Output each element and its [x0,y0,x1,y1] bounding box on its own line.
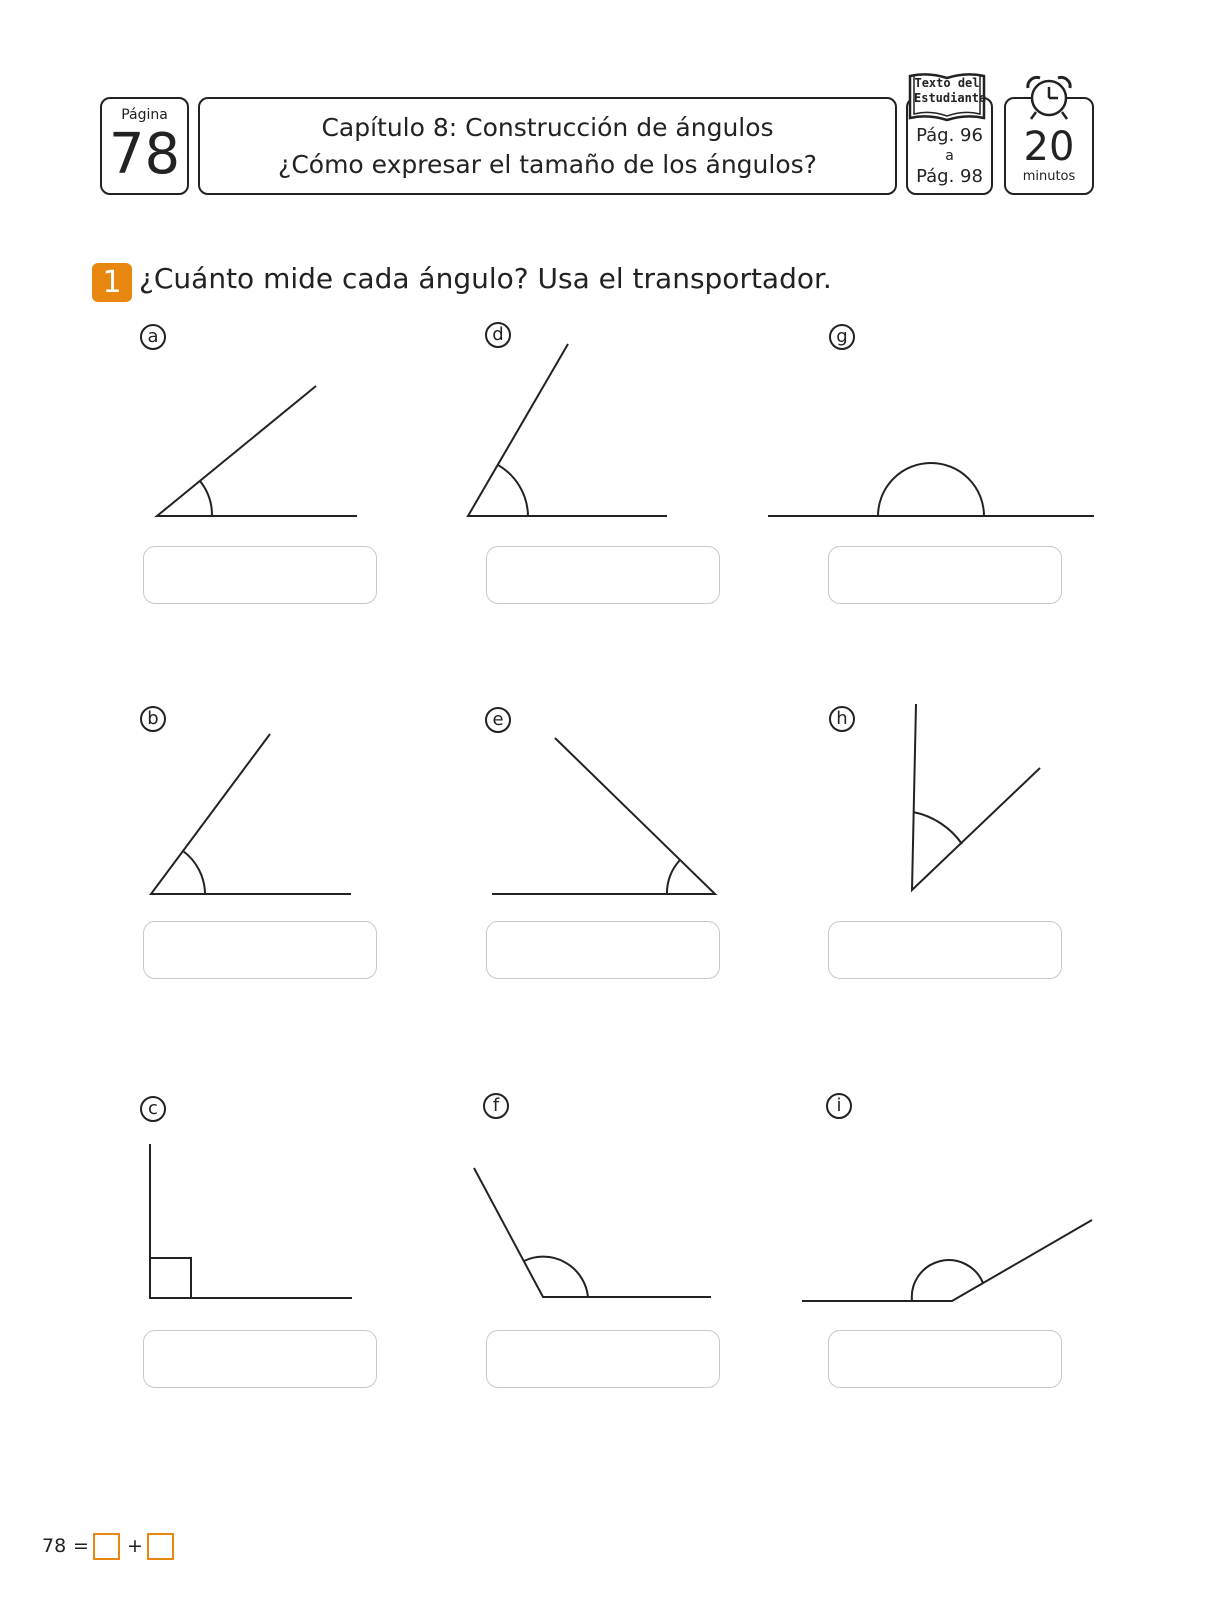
item-label-g: g [829,324,855,350]
answer-box-i[interactable] [828,1330,1062,1388]
angle-g-figure [768,463,1094,516]
answer-box-b[interactable] [143,921,377,979]
footer-blank-box-1 [93,1533,120,1560]
answer-box-f[interactable] [486,1330,720,1388]
item-label-e: e [485,707,511,733]
footer-equals: = [73,1535,89,1557]
item-label-f: f [483,1093,509,1119]
reference-page-from: Pág. 96 [916,125,983,146]
item-label-c: c [140,1096,166,1122]
item-label-i: i [826,1093,852,1119]
angle-e-figure [492,738,715,894]
footer-blank-box-2 [147,1533,174,1560]
question-text: ¿Cuánto mide cada ángulo? Usa el transportador. [139,262,832,295]
reference-page-to: Pág. 98 [916,166,983,187]
item-label-a: a [140,324,166,350]
answer-box-c[interactable] [143,1330,377,1388]
item-label-b: b [140,706,166,732]
footer-plus: + [127,1535,143,1557]
time-value: 20 [1023,124,1075,170]
answer-box-e[interactable] [486,921,720,979]
angle-a-figure [157,386,357,516]
answer-box-a[interactable] [143,546,377,604]
item-label-h: h [829,706,855,732]
answer-box-h[interactable] [828,921,1062,979]
answer-box-d[interactable] [486,546,720,604]
page-number: 78 [108,122,181,187]
answer-box-g[interactable] [828,546,1062,604]
footer-page-number: 78 [42,1535,67,1557]
page-label: Página [121,107,168,123]
angle-b-figure [151,734,351,894]
book-label: Texto del Estudiante [914,76,987,105]
time-unit: minutos [1022,169,1076,184]
angle-f-figure [474,1168,711,1297]
item-label-d: d [485,322,511,348]
angle-d-figure [468,344,667,516]
angle-i-figure [802,1220,1092,1301]
chapter-title: Capítulo 8: Construcción de ángulos [321,113,774,142]
reference-connector: a [945,148,954,164]
angle-c-figure [150,1144,352,1298]
question-number-badge: 1 [92,263,132,302]
angle-h-figure [912,704,1040,890]
lesson-title: ¿Cómo expresar el tamaño de los ángulos? [278,150,817,179]
